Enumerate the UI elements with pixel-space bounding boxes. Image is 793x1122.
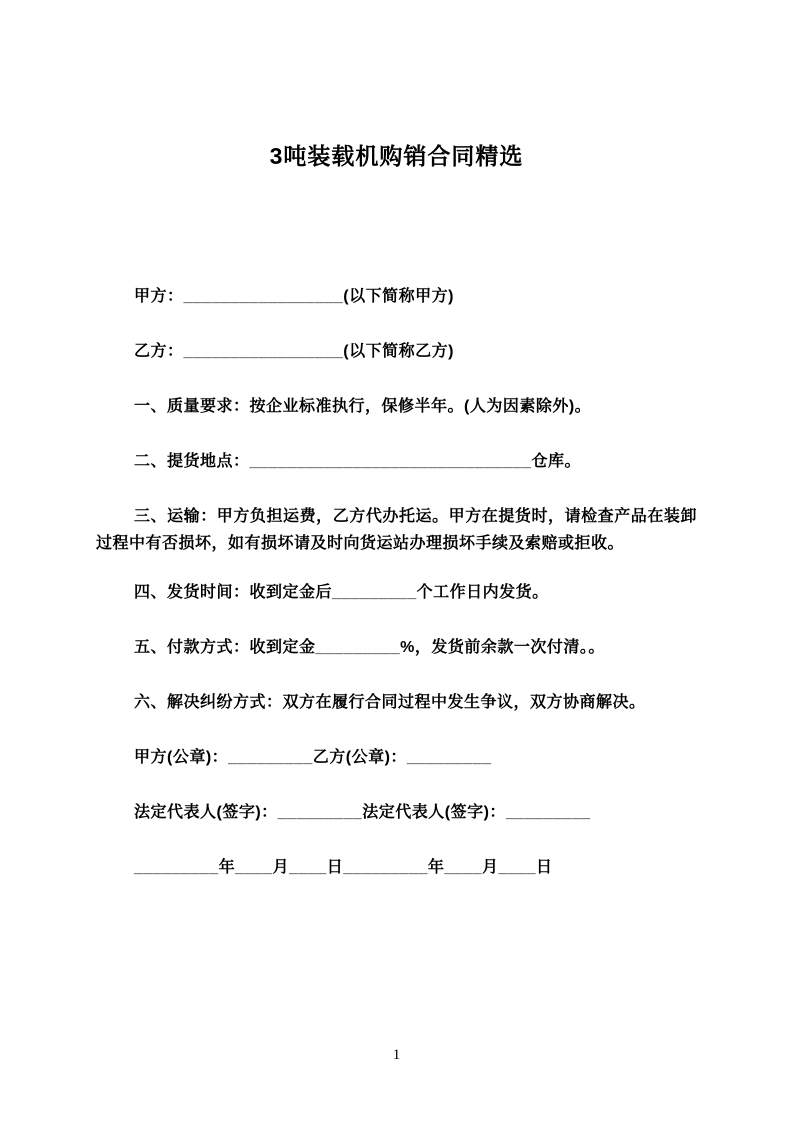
document-title: 3吨装载机购销合同精选 bbox=[269, 143, 524, 169]
document-content bbox=[96, 0, 697, 909]
clause-5-payment: 五、付款方式：收到定金_________%，发货前余款一次付清。。 bbox=[134, 639, 605, 656]
seal-line: 甲方(公章)：_________乙方(公章)：_________ bbox=[134, 749, 492, 766]
clause-1-quality: 一、质量要求：按企业标准执行，保修半年。(人为因素除外)。 bbox=[134, 398, 592, 415]
party-b-line: 乙方：_________________(以下简称乙方) bbox=[134, 343, 454, 360]
clause-3-transport: 三、运输：甲方负担运费，乙方代办托运。甲方在提货时，请检查产品在装卸过程中有否损坏，如有损坏请及时向货运站办理损坏手续及索赔或拒收。 bbox=[96, 508, 697, 552]
clause-2-pickup: 二、提货地点：______________________________仓库。 bbox=[134, 453, 581, 470]
party-a-line: 甲方：_________________(以下简称甲方) bbox=[134, 288, 454, 305]
page-number: 1 bbox=[392, 1047, 401, 1063]
clause-6-dispute: 六、解决纠纷方式：双方在履行合同过程中发生争议，双方协商解决。 bbox=[134, 694, 646, 711]
date-line: _________年____月____日_________年____月____日 bbox=[134, 859, 553, 876]
signature-line: 法定代表人(签字)：_________法定代表人(签字)：_________ bbox=[134, 804, 591, 821]
clause-4-delivery: 四、发货时间：收到定金后_________个工作日内发货。 bbox=[134, 584, 549, 601]
